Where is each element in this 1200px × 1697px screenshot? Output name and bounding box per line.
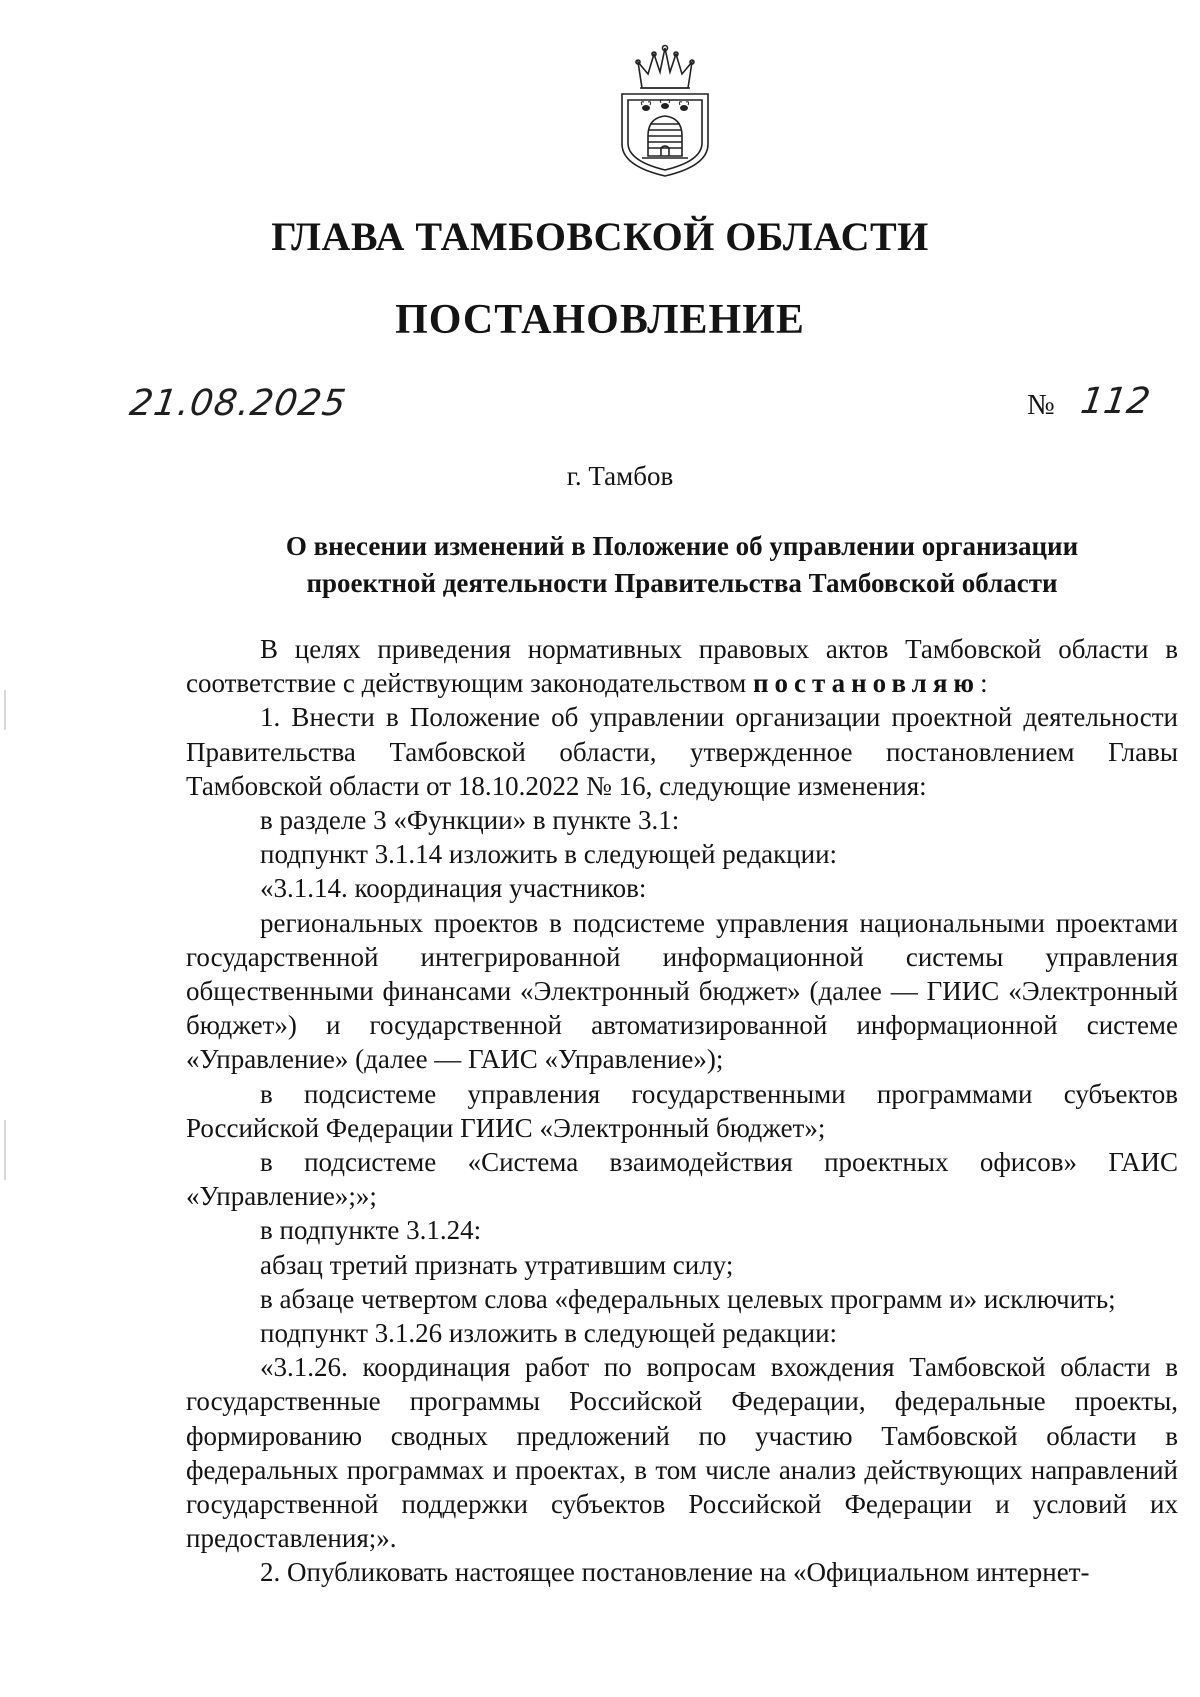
body-paragraph: 2. Опубликовать настоящее постановление на «Официальном интернет- xyxy=(260,1557,1090,1588)
handwritten-number: 112 xyxy=(1078,381,1153,422)
scan-edge-mark xyxy=(4,690,6,730)
number-label: № xyxy=(1027,389,1055,421)
document-type-heading: ПОСТАНОВЛЕНИЕ xyxy=(395,297,805,343)
body-paragraph: в подсистеме «Система взаимодействия проектных офисов» ГАИС «Управление»;»; xyxy=(186,1147,1178,1212)
resolution-keyword: постановляю xyxy=(752,668,981,699)
body-paragraph: подпункт 3.1.14 изложить в следующей редакции: xyxy=(260,839,838,870)
body-paragraph: в подпункте 3.1.24: xyxy=(260,1215,482,1246)
body-paragraph: региональных проектов в подсистеме управления национальными проектами государственной интегрированной информационной системы управления общественными финансами «Электронный бюджет» (далее — ГИИС «Электронный бюджет») и государственной автоматизированной информационной системе «Управление» (далее — ГАИС «Управление»); xyxy=(186,907,1178,1075)
body-paragraph: 1. Внести в Положение об управлении организации проектной деятельности Правительства Тамбовской области, утвержденное постановлением Главы Тамбовской области от 18.10.2022 № 16, следующие изменения: xyxy=(186,702,1178,801)
body-paragraph: «3.1.14. координация участников: xyxy=(260,873,647,904)
scan-edge-mark xyxy=(4,1120,6,1180)
coat-of-arms-icon xyxy=(612,44,718,178)
body-paragraph: в разделе 3 «Функции» в пункте 3.1: xyxy=(260,805,680,836)
city-line: г. Тамбов xyxy=(566,461,674,491)
title-line: О внесении изменений в Положение об управлении организации xyxy=(285,531,1079,561)
preamble-paragraph xyxy=(186,632,1178,700)
handwritten-date: 21.08.2025 xyxy=(127,383,350,424)
document-body xyxy=(186,632,1178,1590)
body-paragraph: абзац третий признать утратившим силу; xyxy=(260,1249,734,1280)
authority-heading: ГЛАВА ТАМБОВСКОЙ ОБЛАСТИ xyxy=(271,214,929,259)
body-paragraph: «3.1.26. координация работ по вопросам вхождения Тамбовской области в государственные программы Российской Федерации, федеральные проекты, формированию сводных предложений по участию Тамбовской области в федеральных программах и проектах, в том числе анализ действующих направлений государственной поддержки субъектов Российской Федерации и условий их предоставления;». xyxy=(186,1352,1178,1554)
body-paragraph: подпункт 3.1.26 изложить в следующей редакции: xyxy=(260,1318,838,1349)
document-title xyxy=(186,528,1178,602)
title-line: проектной деятельности Правительства Тамбовской области xyxy=(306,568,1058,598)
preamble-text: В целях приведения нормативных правовых актов Тамбовской области в соответствие с действующим законодательством xyxy=(186,634,1178,699)
body-paragraph: в абзаце четвертом слова «федеральных целевых программ и» исключить; xyxy=(260,1283,1116,1314)
body-paragraph: в подсистеме управления государственными программами субъектов Российской Федерации ГИИС «Электронный бюджет»; xyxy=(186,1078,1178,1143)
preamble-colon: : xyxy=(980,668,988,699)
